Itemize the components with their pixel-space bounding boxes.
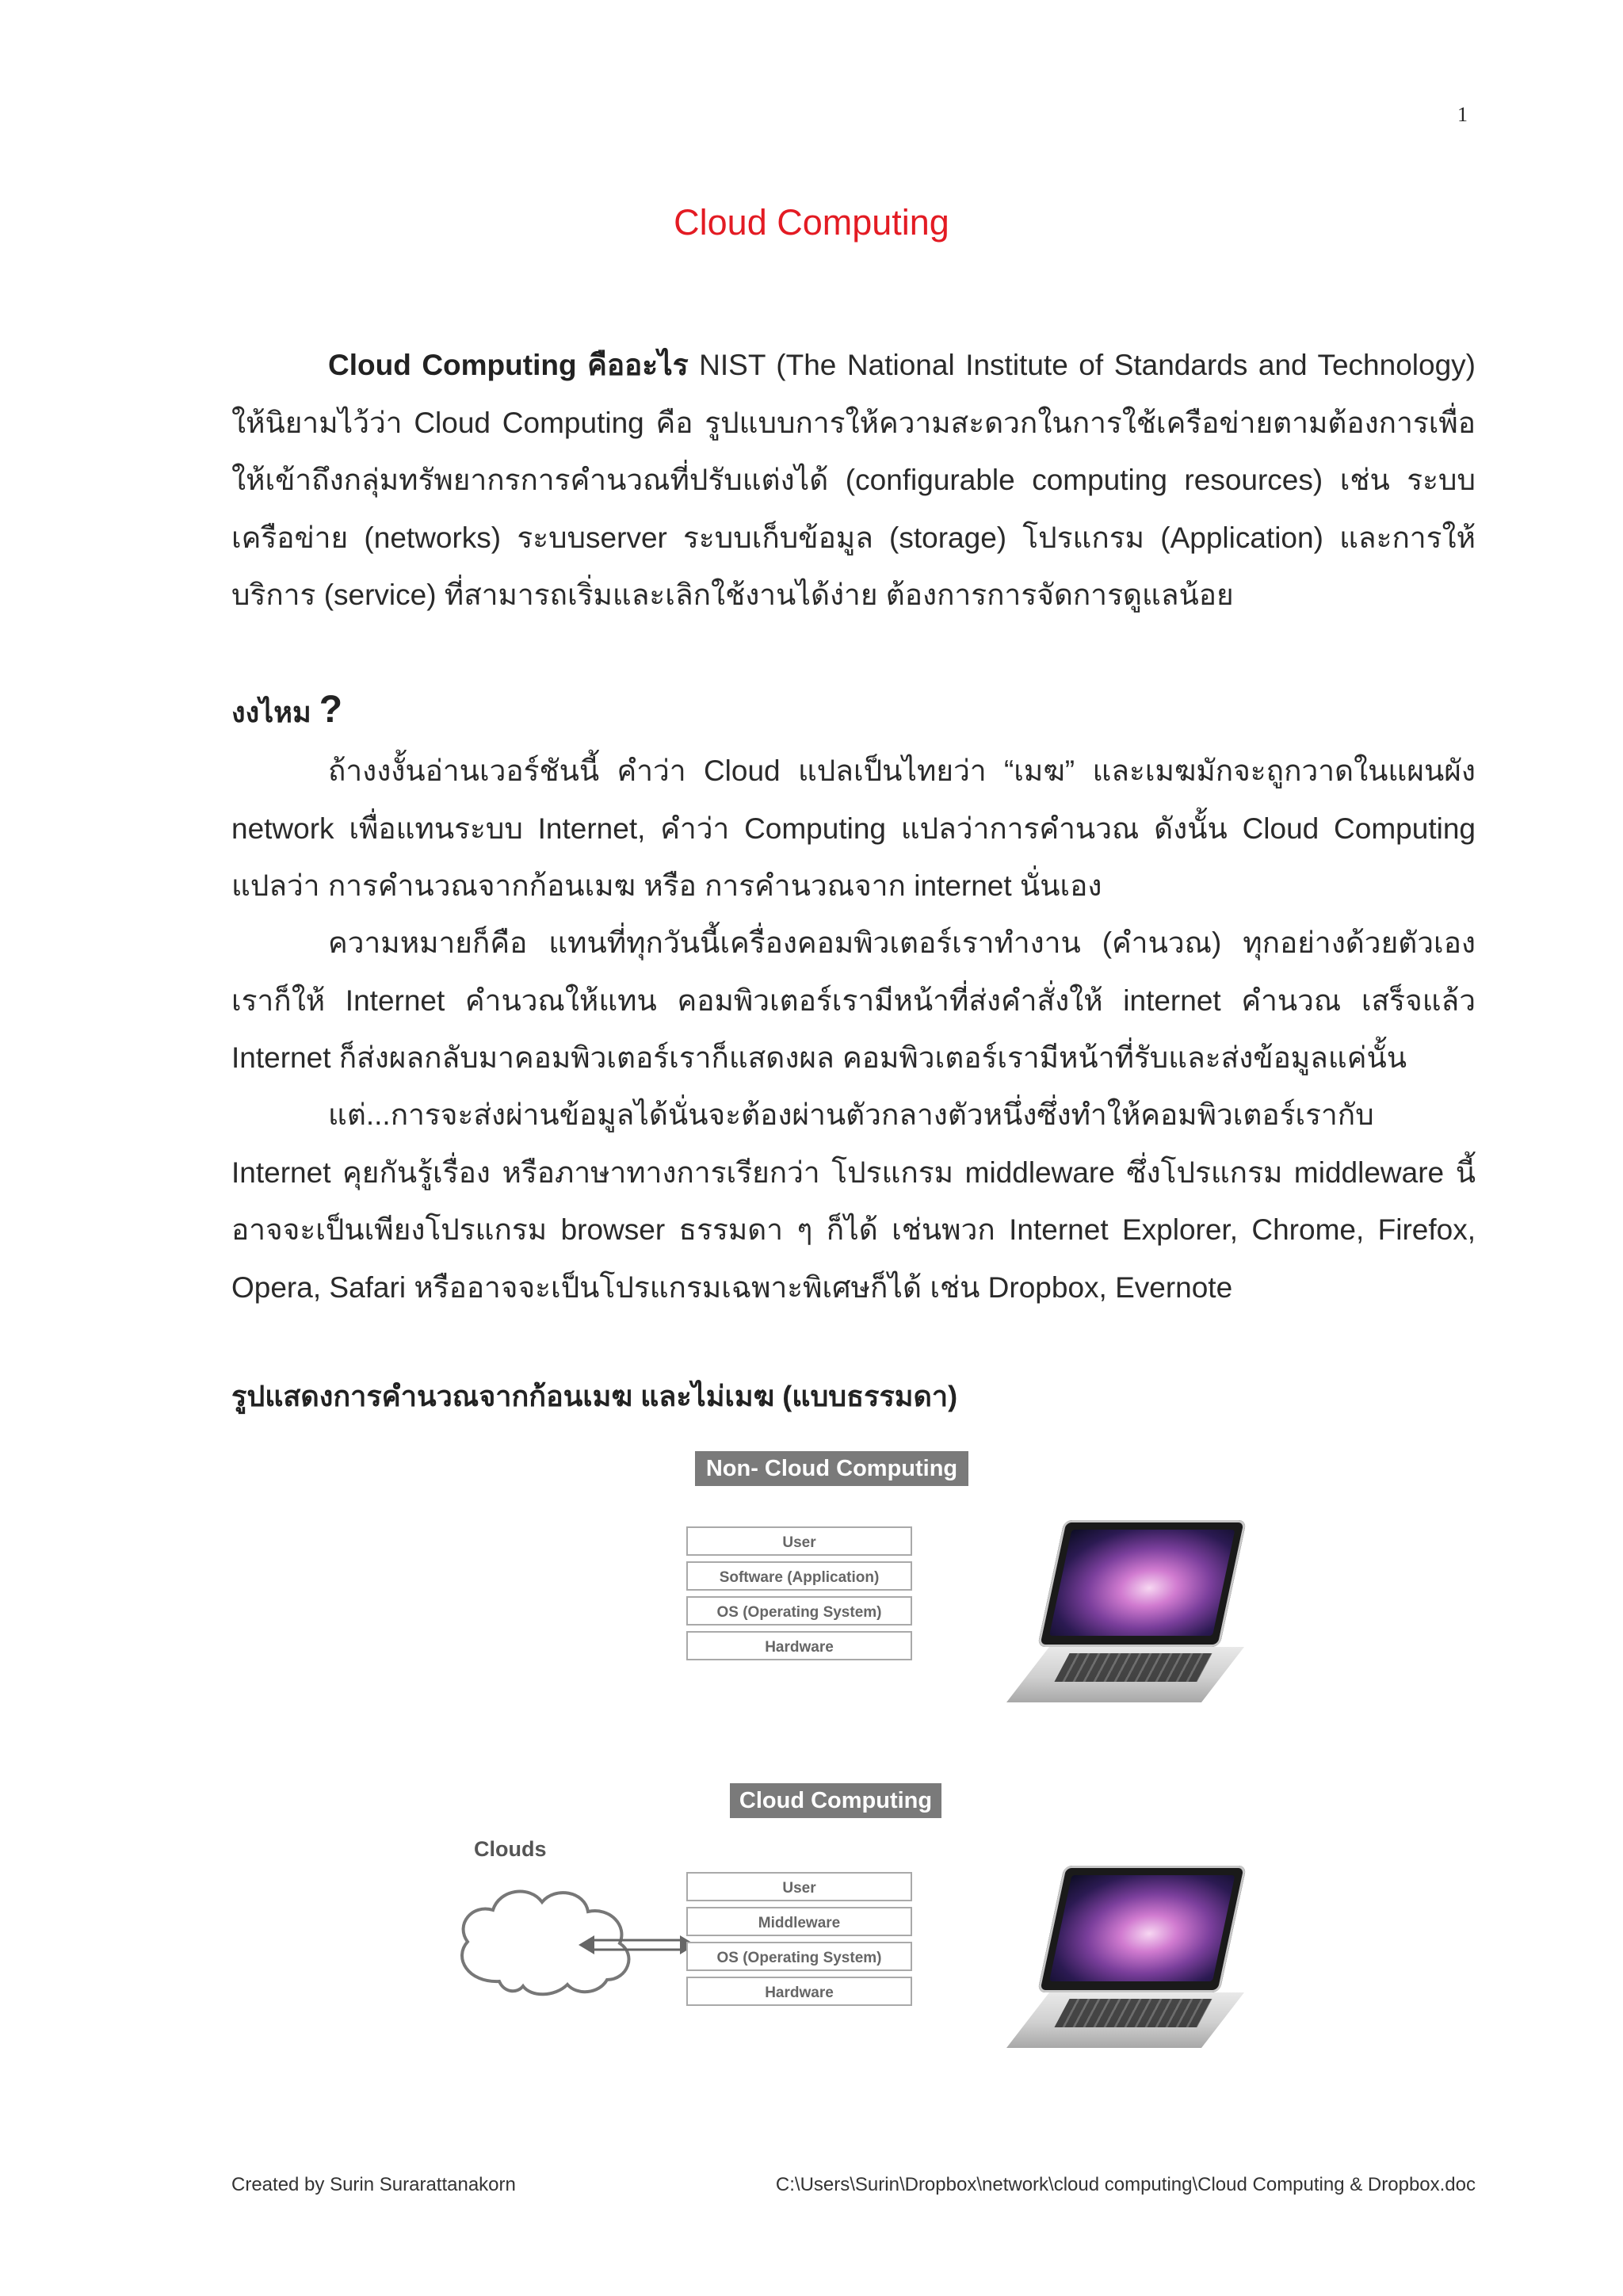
layer-hardware: Hardware xyxy=(686,1631,912,1660)
question-mark: ? xyxy=(319,689,343,731)
layer-os: OS (Operating System) xyxy=(686,1942,912,1971)
footer-author: Created by Surin Surarattanakorn xyxy=(231,2174,516,2195)
clouds-label: Clouds xyxy=(474,1837,547,1861)
layer-hardware: Hardware xyxy=(686,1977,912,2006)
paragraph-text: ความหมายก็คือ แทนที่ทุกวันนี้เครื่องคอมพิวเตอร์เราทำงาน (คำนวณ) ทุกอย่างด้วยตัวเอง เราก็ให้ Internet คำนวณให้แทน คอมพิวเตอร์เรามีหน้าที่ส่งคำสั่งให้ internet คำนวณ เสร็จแล้ว Internet ก็ส่งผลกลับมาคอมพิวเตอร์เราก็แสดงผล คอมพิวเตอร์เรามีหน้าที่รับและส่งข้อมูลแค่นั้น xyxy=(231,926,1476,1074)
intro-lead: Cloud Computing คืออะไร xyxy=(328,349,689,381)
intro-text: NIST (The National Institute of Standards and Technology) ให้นิยามไว้ว่า Cloud Computing คือ รูปแบบการให้ความสะดวกในการใช้เครือข่ายตามต้องการเพื่อให้เข้าถึงกลุ่มทรัพยากรการคำนวณที่ปรับแต่งได้ (configurable computing resources) เช่น ระบบเครือข่าย (networks) ระบบserver ระบบเก็บข้อมูล (storage) โปรแกรม (Application) และการให้บริการ (service) ที่สามารถเริ่มและเลิกใช้งานได้ง่าย ต้องการการจัดการดูแลน้อย xyxy=(231,349,1476,611)
laptop-image xyxy=(1006,1866,1244,2064)
footer-path: C:\Users\Surin\Dropbox\network\cloud computing\Cloud Computing & Dropbox.doc xyxy=(775,2174,1476,2195)
layer-user: User xyxy=(686,1526,912,1556)
layer-user: User xyxy=(686,1872,912,1901)
intro-paragraph xyxy=(231,337,1476,625)
page-number: 1 xyxy=(1457,103,1468,126)
layer-middleware: Middleware xyxy=(686,1907,912,1936)
layer-os: OS (Operating System) xyxy=(686,1596,912,1626)
section-heading-text: งงไหม xyxy=(231,696,311,728)
cloud-banner: Cloud Computing xyxy=(730,1783,941,1818)
laptop-image xyxy=(1006,1520,1244,1718)
paragraph-text: ถ้างงงั้นอ่านเวอร์ชันนี้ คำว่า Cloud แปลเป็นไทยว่า “เมฆ” และเมฆมักจะถูกวาดในแผนผัง network เพื่อแทนระบบ Internet, คำว่า Computing แปลว่าการคำนวณ ดังนั้น Cloud Computing แปลว่า การคำนวณจากก้อนเมฆ หรือ การคำนวณจาก internet นั่นเอง xyxy=(231,755,1476,902)
non-cloud-banner: Non- Cloud Computing xyxy=(695,1451,968,1486)
body-paragraph-3 xyxy=(231,1087,1476,1316)
figure-caption: รูปแสดงการคำนวณจากก้อนเมฆ และไม่เมฆ (แบบธรรมดา) xyxy=(231,1380,958,1412)
body-paragraph-2 xyxy=(231,915,1476,1087)
layer-software: Software (Application) xyxy=(686,1561,912,1591)
cloud-icon xyxy=(444,1878,697,2005)
page-title: Cloud Computing xyxy=(674,202,949,243)
paragraph-text: แต่...การจะส่งผ่านข้อมูลได้นั่นจะต้องผ่านตัวกลางตัวหนึ่งซึ่งทำให้คอมพิวเตอร์เรากับ Internet คุยกันรู้เรื่อง หรือภาษาทางการเรียกว่า โปรแกรม middleware ซึ่งโปรแกรม middleware นี้อาจจะเป็นเพียงโปรแกรม browser ธรรมดา ๆ ก็ได้ เช่นพวก Internet Explorer, Chrome, Firefox, Opera, Safari หรืออาจจะเป็นโปรแกรมเฉพาะพิเศษก็ได้ เช่น Dropbox, Evernote xyxy=(231,1098,1476,1304)
section-heading xyxy=(231,688,342,735)
body-paragraph-1 xyxy=(231,743,1476,915)
